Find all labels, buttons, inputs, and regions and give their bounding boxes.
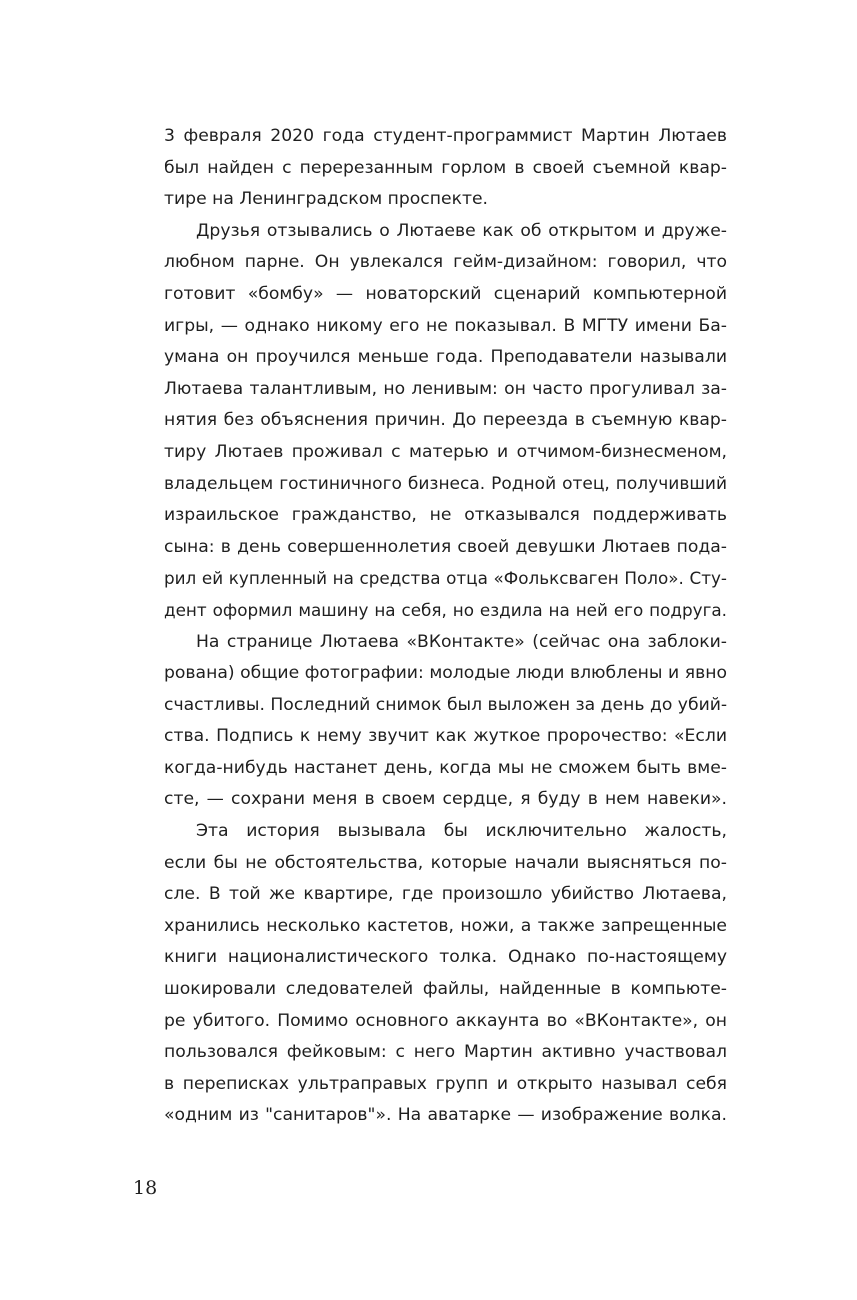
text-line: когда-нибудь настанет день, когда мы не сможем быть вме-: [164, 757, 727, 778]
text-line: книги националистического толка. Однако по-настоящему: [164, 947, 727, 968]
text-line: На странице Лютаева «ВКонтакте» (сейчас она заблоки-: [196, 631, 727, 652]
paragraph: [164, 121, 727, 216]
text-line: ства. Подпись к нему звучит как жуткое пророчество: «Если: [164, 726, 727, 747]
paragraph: [164, 816, 727, 1132]
text-line: умана он проучился меньше года. Преподаватели называли: [164, 347, 727, 368]
text-line: владельцем гостиничного бизнеса. Родной отец, получивший: [164, 473, 727, 494]
text-line: ре убитого. Помимо основного аккаунта во «ВКонтакте», он: [164, 1010, 727, 1031]
text-line: готовит «бомбу» — новаторский сценарий компьютерной: [164, 283, 727, 304]
text-line: рил ей купленный на средства отца «Фольксваген Поло». Сту-: [164, 568, 727, 589]
text-line: был найден с перерезанным горлом в своей съемной квар-: [164, 157, 727, 178]
text-line: сына: в день совершеннолетия своей девушки Лютаев пода-: [164, 536, 727, 557]
text-line: тиру Лютаев проживал с матерью и отчимом-бизнесменом,: [164, 441, 727, 462]
text-line: сле. В той же квартире, где произошло убийство Лютаева,: [164, 884, 727, 905]
page-body: [164, 121, 727, 1132]
text-line: Эта история вызывала бы исключительно жалость,: [196, 821, 727, 842]
text-line: Лютаева талантливым, но ленивым: он часто прогуливал за-: [164, 378, 727, 399]
text-line: Друзья отзывались о Лютаеве как об открытом и друже-: [196, 220, 727, 241]
page-number: 18: [133, 1177, 158, 1199]
text-line: 3 февраля 2020 года студент-программист Мартин Лютаев: [164, 126, 727, 146]
text-line: шокировали следователей файлы, найденные в компьюте-: [164, 979, 727, 1000]
text-line: если бы не обстоятельства, которые начали выясняться по-: [164, 852, 727, 873]
paragraph: [164, 627, 727, 817]
text-line: рована) общие фотографии: молодые люди влюблены и явно: [164, 663, 727, 684]
text-line: счастливы. Последний снимок был выложен за день до убий-: [164, 694, 728, 715]
text-line: любном парне. Он увлекался гейм-дизайном: говорил, что: [164, 252, 727, 273]
paragraph: [164, 216, 727, 627]
text-line: нятия без объяснения причин. До переезда в съемную квар-: [164, 410, 727, 431]
text-line: дент оформил машину на себя, но ездила на ней его подруга.: [164, 599, 727, 620]
text-line: сте, — сохрани меня в своем сердце, я буду в нем навеки».: [164, 789, 727, 810]
text-line: хранились несколько кастетов, ножи, а также запрещенные: [164, 915, 727, 936]
text-line: в переписках ультраправых групп и открыто называл себя: [164, 1073, 727, 1094]
text-line: «одним из "санитаров"». На аватарке — изображение волка.: [164, 1105, 727, 1126]
text-line: пользовался фейковым: с него Мартин активно участвовал: [164, 1042, 727, 1063]
text-line: израильское гражданство, не отказывался поддерживать: [164, 505, 727, 526]
text-line: тире на Ленинградском проспекте.: [164, 189, 488, 210]
text-line: игры, — однако никому его не показывал. В МГТУ имени Ба-: [164, 315, 727, 336]
